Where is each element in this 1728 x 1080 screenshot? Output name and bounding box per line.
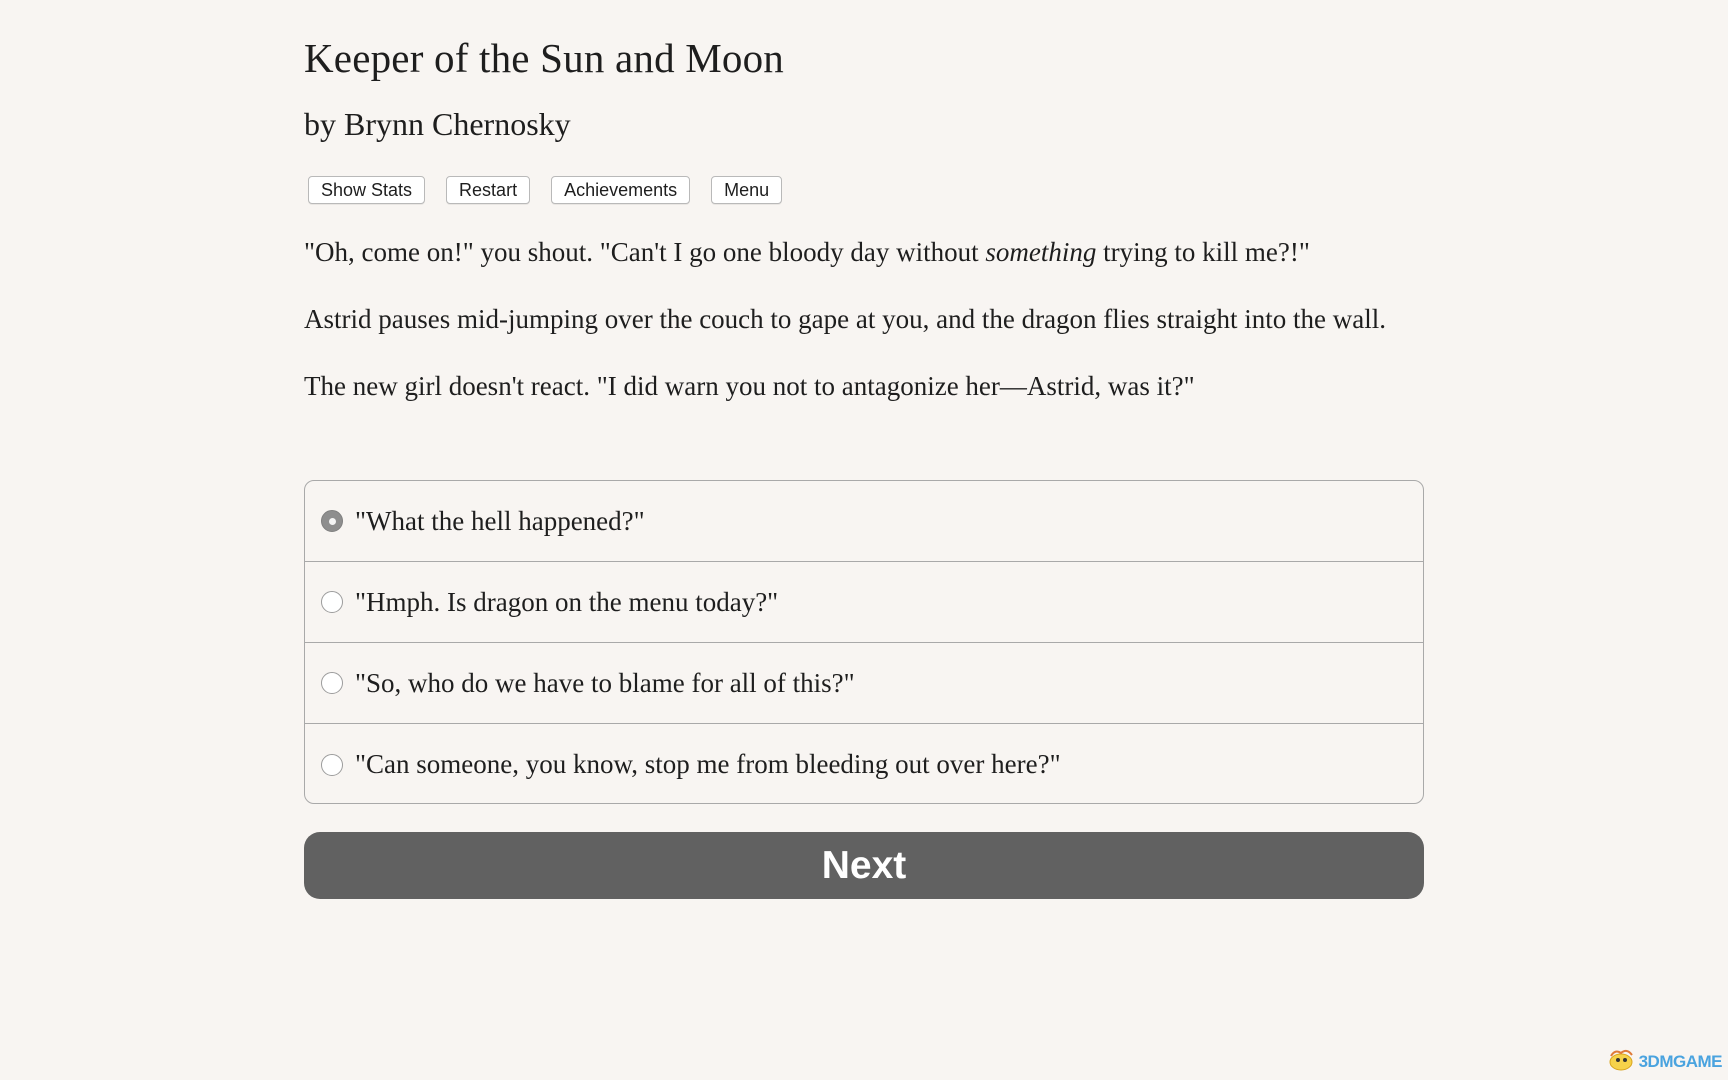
radio-button[interactable] [321, 672, 343, 694]
watermark [1607, 1047, 1722, 1076]
choice-label: "So, who do we have to blame for all of this?" [355, 667, 855, 698]
story-paragraph-2: Astrid pauses mid-jumping over the couch to gape at you, and the dragon flies straight into the wall. [304, 304, 1387, 334]
choice-list [304, 480, 1424, 804]
mascot-icon [1607, 1047, 1637, 1076]
radio-button[interactable] [321, 754, 343, 776]
choice-label: "What the hell happened?" [355, 505, 645, 536]
choice-option-2[interactable] [305, 562, 1423, 643]
next-button[interactable]: Next [304, 832, 1424, 899]
show-stats-button[interactable]: Show Stats [308, 176, 425, 204]
story-text [304, 232, 1424, 433]
author-line: by Brynn Chernosky [304, 106, 571, 142]
watermark-text: 3DMGAME [1638, 1051, 1722, 1071]
story-paragraph-3: The new girl doesn't react. "I did warn you not to antagonize her—Astrid, was it?" [304, 371, 1195, 401]
story-p1-emphasis: something [985, 237, 1097, 267]
radio-button[interactable] [321, 591, 343, 613]
story-p1-end: trying to kill me?!" [1096, 237, 1310, 267]
choice-label: "Hmph. Is dragon on the menu today?" [355, 586, 779, 617]
choice-option-4[interactable] [305, 724, 1423, 804]
menu-button[interactable]: Menu [711, 176, 782, 204]
choice-option-1[interactable] [305, 481, 1423, 562]
toolbar [308, 176, 782, 204]
restart-button[interactable]: Restart [446, 176, 530, 204]
choice-label: "Can someone, you know, stop me from bleeding out over here?" [355, 749, 1061, 779]
radio-button[interactable] [321, 510, 343, 532]
story-p1-start: "Oh, come on!" you shout. "Can't I go one bloody day without [304, 237, 986, 267]
achievements-button[interactable]: Achievements [551, 176, 690, 204]
story-paragraph-1 [304, 232, 1424, 272]
game-title: Keeper of the Sun and Moon [304, 35, 785, 81]
choice-option-3[interactable] [305, 643, 1423, 724]
